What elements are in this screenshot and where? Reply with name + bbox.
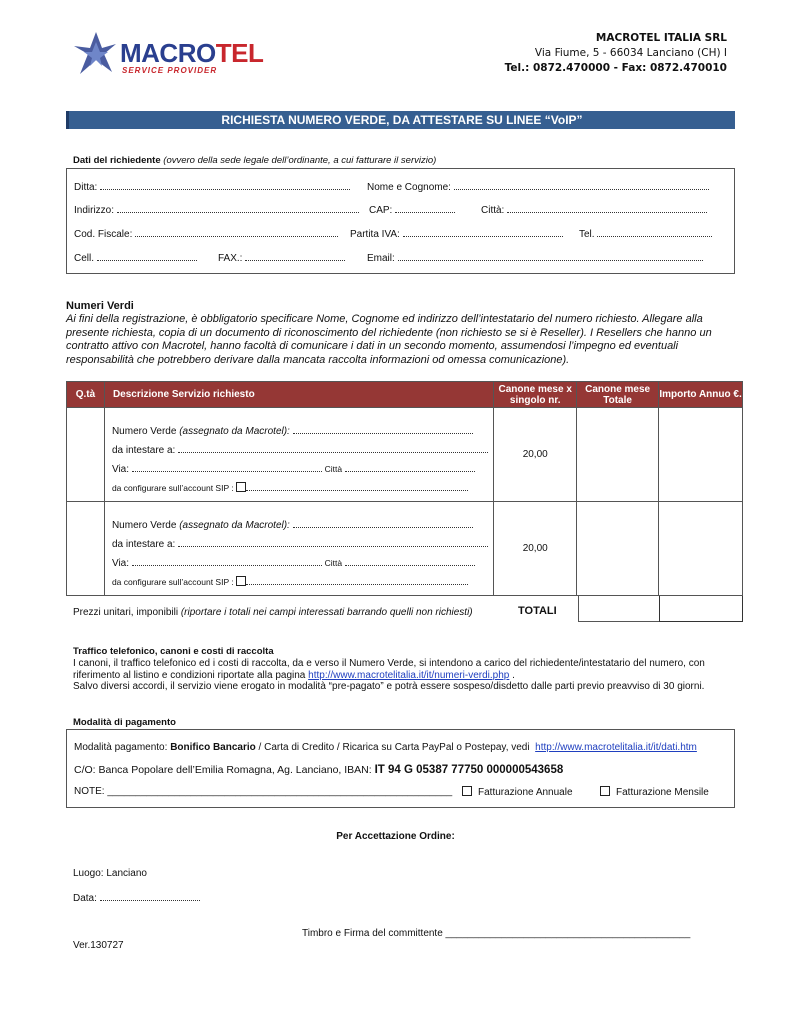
totali-label: TOTALI bbox=[518, 605, 557, 617]
numeri-verdi-text: Ai fini della registrazione, è obbligatorio specificare Nome, Cognome ed indirizzo dell’intestatario del numero richiesto. Allegare alla presente richiesta, copia di un documento di riconoscimento del richiedente (non richiesto se si è Reseller). I Resellers che hanno un contratto attivo con Macrotel, hanno facoltà di comunicare i dati in un secondo momento, assumendosi l’impegno ed eventuali responsabilità che potrebbero derivare dalla mancata raccolta informazioni od omessa comunicazione). bbox=[66, 313, 712, 366]
via-field[interactable]: Via: Città bbox=[112, 558, 475, 569]
table-header-row bbox=[67, 382, 743, 408]
col-importo: Importo Annuo €. bbox=[659, 382, 743, 408]
accettazione-label: Per Accettazione Ordine: bbox=[336, 831, 455, 842]
data-field[interactable]: Data: bbox=[73, 893, 200, 904]
mensile-checkbox[interactable] bbox=[600, 786, 610, 796]
col-descrizione: Descrizione Servizio richiesto bbox=[104, 382, 493, 408]
pagamento-title: Modalità di pagamento bbox=[73, 717, 176, 728]
totale-canone-field[interactable] bbox=[578, 596, 660, 622]
indirizzo-field[interactable]: Indirizzo: bbox=[74, 205, 359, 216]
descrizione-cell bbox=[104, 502, 493, 596]
qta-cell[interactable] bbox=[67, 408, 105, 502]
canone-totale-cell[interactable] bbox=[577, 408, 659, 502]
pagamento-line: Modalità pagamento: Bonifico Bancario / Carta di Credito / Ricarica su Carta PayPal o Postepay, vedi http://www.macrotelitalia.it/it/dati.htm bbox=[74, 742, 697, 753]
cod-fiscale-field[interactable]: Cod. Fiscale: bbox=[74, 229, 338, 240]
richiedente-box bbox=[66, 168, 735, 274]
sip-checkbox[interactable] bbox=[236, 576, 246, 586]
numeri-verdi-link[interactable]: http://www.macrotelitalia.it/it/numeri-verdi.php bbox=[308, 669, 510, 681]
via-field[interactable]: Via: Città bbox=[112, 464, 475, 475]
note-field[interactable]: NOTE: ______________________________________________________________ bbox=[74, 786, 453, 797]
prezzi-note: Prezzi unitari, imponibili (riportare i totali nei campi interessati barrando quelli non richiesti) bbox=[73, 607, 473, 618]
partita-iva-field[interactable]: Partita IVA: bbox=[350, 229, 563, 240]
company-logo bbox=[72, 28, 264, 82]
version-label: Ver.130727 bbox=[73, 940, 124, 951]
logo-wordmark: MACROTEL bbox=[120, 38, 264, 68]
iban-line: C/O: Banca Popolare dell’Emilia Romagna, Ag. Lanciano, IBAN: IT 94 G 05387 77750 000000543658 bbox=[74, 764, 564, 776]
email-field[interactable]: Email: bbox=[367, 253, 703, 264]
traffico-text: I canoni, il traffico telefonico ed i costi di raccolta, da e verso il Numero Verde, si intendono a carico del richiedente/intestatario del numero, con riferimento al listino e condizioni riportate alla pagina http://www.macrotelitalia.it/it/numeri-verdi.php . Salvo diversi accordi, il servizio viene erogato in modalità “pre-pagato” e potrà essere sospeso/disdetto dalle parti previo preavviso di 30 giorni. bbox=[73, 658, 705, 692]
numeri-verdi-title: Numeri Verdi bbox=[66, 300, 134, 312]
logo-emblem-icon bbox=[72, 28, 120, 80]
nome-field[interactable]: Nome e Cognome: bbox=[367, 182, 709, 193]
col-canone-singolo: Canone mese x singolo nr. bbox=[494, 382, 577, 408]
intestare-field[interactable]: da intestare a: bbox=[112, 445, 488, 456]
sip-field[interactable]: da configurare sull’account SIP : bbox=[112, 576, 468, 587]
company-address: Via Fiume, 5 - 66034 Lanciano (CH) I bbox=[534, 47, 727, 59]
tel-field[interactable]: Tel. bbox=[579, 229, 712, 240]
logo-tagline: SERVICE PROVIDER bbox=[122, 66, 218, 75]
descrizione-cell bbox=[104, 408, 493, 502]
importo-cell[interactable] bbox=[659, 502, 743, 596]
firma-field[interactable]: Timbro e Firma del committente ____________________________________________ bbox=[302, 928, 691, 939]
fatturazione-annuale-option[interactable]: Fatturazione Annuale bbox=[462, 786, 573, 798]
fax-field[interactable]: FAX.: bbox=[218, 253, 345, 264]
numero-verde-field[interactable]: Numero Verde (assegnato da Macrotel): bbox=[112, 426, 473, 437]
richiedente-label: Dati del richiedente (ovvero della sede legale dell’ordinante, a cui fatturare il servizio) bbox=[73, 155, 437, 166]
pagamento-box bbox=[66, 729, 735, 808]
form-title: RICHIESTA NUMERO VERDE, DA ATTESTARE SU LINEE “VoIP” bbox=[66, 111, 735, 129]
totale-importo-field[interactable] bbox=[659, 596, 743, 622]
sip-field[interactable]: da configurare sull’account SIP : bbox=[112, 482, 468, 493]
canone-singolo-cell: 20,00 bbox=[494, 502, 577, 596]
table-row bbox=[67, 408, 743, 502]
importo-cell[interactable] bbox=[659, 408, 743, 502]
intestare-field[interactable]: da intestare a: bbox=[112, 539, 488, 550]
iban-value: IT 94 G 05387 77750 000000543658 bbox=[374, 764, 564, 776]
dati-link[interactable]: http://www.macrotelitalia.it/it/dati.htm bbox=[535, 742, 697, 753]
col-qta: Q.tà bbox=[67, 382, 105, 408]
service-table bbox=[66, 381, 743, 596]
annuale-checkbox[interactable] bbox=[462, 786, 472, 796]
qta-cell[interactable] bbox=[67, 502, 105, 596]
table-row bbox=[67, 502, 743, 596]
luogo-field: Luogo: Lanciano bbox=[73, 868, 147, 879]
numero-verde-field[interactable]: Numero Verde (assegnato da Macrotel): bbox=[112, 520, 473, 531]
sip-checkbox[interactable] bbox=[236, 482, 246, 492]
canone-totale-cell[interactable] bbox=[577, 502, 659, 596]
cell-field[interactable]: Cell. bbox=[74, 253, 197, 264]
traffico-title: Traffico telefonico, canoni e costi di raccolta bbox=[73, 646, 274, 657]
cap-field[interactable]: CAP: bbox=[369, 205, 455, 216]
company-info bbox=[505, 31, 727, 76]
canone-singolo-cell: 20,00 bbox=[494, 408, 577, 502]
company-name: MACROTEL ITALIA SRL bbox=[595, 32, 727, 44]
company-contacts: Tel.: 0872.470000 - Fax: 0872.470010 bbox=[504, 62, 727, 74]
ditta-field[interactable]: Ditta: bbox=[74, 182, 350, 193]
fatturazione-mensile-option[interactable]: Fatturazione Mensile bbox=[600, 786, 709, 798]
col-canone-totale: Canone mese Totale bbox=[577, 382, 659, 408]
citta-field[interactable]: Città: bbox=[481, 205, 707, 216]
